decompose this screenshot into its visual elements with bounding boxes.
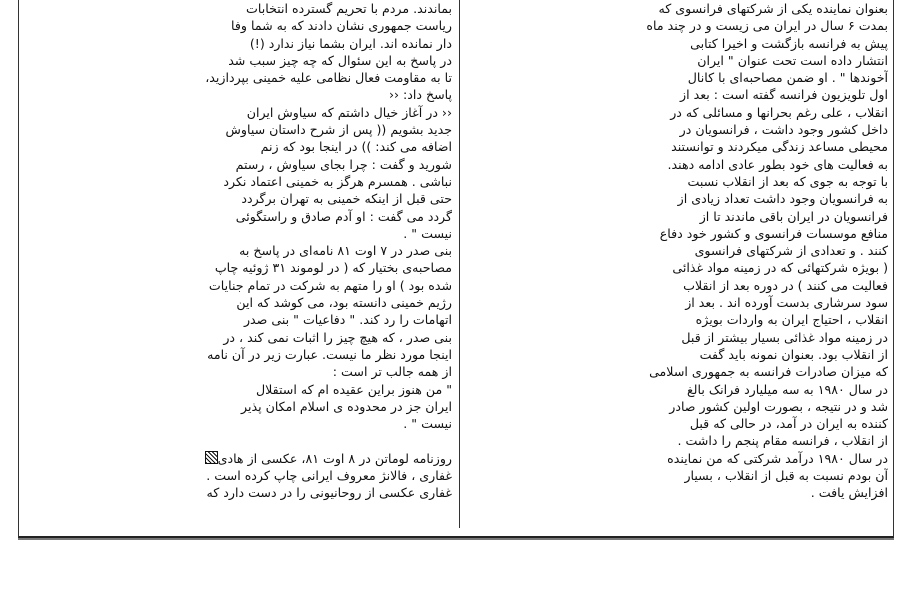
- left-column-line: ایران جز در محدوده ی اسلام امکان پذیر: [241, 398, 452, 414]
- left-column-line: [28, 432, 452, 449]
- left-column-line: گردد می گفت : او آدم صادق و راستگوئی: [235, 208, 452, 224]
- right-column-line: منافع موسسات فرانسوی و کشور خود دفاع: [659, 225, 888, 241]
- left-column-line: اتهامات را رد کند. " دفاعیات " بنی صدر: [243, 312, 452, 328]
- left-column: [28, 0, 452, 502]
- left-column-line: ریاست جمهوری نشان دادند که به شما وفا: [231, 18, 452, 34]
- right-column-line: در زمینه مواد غذائی بسیار بیشتر از قبل: [681, 329, 888, 345]
- right-column-line: شد و در نتیجه ، بصورت اولین کشور صادر: [669, 398, 888, 414]
- left-column-line: شده بود ) او را متهم به شرکت در تمام جنایات: [208, 277, 452, 293]
- right-column-line: از انقلاب بود. بعنوان نمونه باید گفت: [699, 346, 888, 362]
- left-column-line: غفاری ، فالانژ معروف ایرانی چاپ کرده است .: [206, 468, 452, 484]
- left-column-line: دار نمانده اند. ایران بشما نیاز ندارد (!): [249, 35, 452, 51]
- right-column-line: آن بودم نسبت به قبل از انقلاب ، بسیار: [684, 468, 888, 484]
- right-column-line: سود سرشاری بدست آورده اند . بعد از: [685, 295, 888, 311]
- left-column-line: ‹‹ در آغاز خیال داشتم که سیاوش ایران: [246, 104, 452, 120]
- right-column-line: به فرانسویان وجود داشت تعداد زیادی از: [677, 191, 888, 207]
- left-column-line-text: روزنامه لوماتن در ۸ اوت ۸۱، عکسی از هادی: [217, 450, 452, 466]
- right-column-line: فرانسویان در ایران باقی ماندند تا از: [699, 208, 888, 224]
- left-column-line: حتی قبل از اینکه خمینی به تهران برگردد: [241, 191, 452, 207]
- left-column-line: رژیم خمینی دانسته بود، می کوشد که این: [236, 295, 452, 311]
- right-column-line: در سال ۱۹۸۰ درآمد شرکتی که من نماینده: [667, 450, 888, 466]
- right-column-line: انقلاب ، احتیاج ایران به واردات بویژه: [695, 312, 888, 328]
- square-bullet-icon: [205, 451, 218, 464]
- left-column-line: نباشی . همسرم هرگز به خمینی اعتماد نکرد: [223, 173, 452, 189]
- right-column-line: که میزان صادرات فرانسه به جمهوری اسلامی: [649, 364, 888, 380]
- right-column-line: انقلاب ، علی رغم بحرانها و مسائلی که در: [670, 104, 888, 120]
- column-divider: [459, 0, 460, 528]
- right-column-line: پیش به فرانسه بازگشت و اخیرا کتابی: [690, 35, 888, 51]
- right-column-line: کنند . و تعدادی از شرکتهای فرانسوی: [694, 243, 888, 259]
- left-column-line: " من هنوز براین عقیده ام که استقلال: [255, 381, 452, 397]
- right-column: [470, 0, 888, 502]
- right-column-line: بمدت ۶ سال در ایران می زیست و در چند ماه: [646, 18, 888, 34]
- right-column-line: آخوندها " . او ضمن مصاحبه‌ای با کانال: [687, 70, 888, 86]
- right-column-line: در سال ۱۹۸۰ به سه میلیارد فرانک بالغ: [686, 381, 888, 397]
- right-column-line: اول تلویزیون فرانسه گفته است : بعد از: [680, 87, 888, 103]
- left-column-line: در پاسخ به این سئوال که چه چیز سبب شد: [228, 52, 452, 68]
- left-column-line: جدید بشویم (( پس از شرح داستان سیاوش: [225, 122, 452, 138]
- right-column-line: محیطی مساعد زندگی میکردند و توانستند: [671, 139, 888, 155]
- right-column-line: افزایش یافت .: [810, 485, 888, 501]
- left-column-line: نیست " .: [403, 225, 452, 241]
- left-column-line: از همه جالب تر است :: [332, 364, 452, 380]
- right-column-line: بعنوان نماینده یکی از شرکتهای فرانسوی که: [658, 1, 888, 16]
- left-column-line: تا به مقاومت فعال نظامی علیه خمینی بپردازید،: [205, 70, 452, 86]
- left-column-line: شورید و گفت : چرا بجای سیاوش ، رستم: [235, 156, 452, 172]
- left-column-line: بنی صدر ، که هیچ چیز را اثبات نمی کند ، در: [223, 329, 452, 345]
- right-column-line: کننده به ایران در آمد، در حالی که قبل: [689, 416, 888, 432]
- right-column-line: انتشار داده است تحت عنوان " ایران: [697, 52, 888, 68]
- right-column-line: فعالیت می کنند ) در دوره بعد از انقلاب: [683, 277, 888, 293]
- left-column-line: غفاری عکسی از روحانیونی را در دست دارد که: [206, 485, 452, 501]
- left-column-line: بماندند. مردم با تحریم گسترده انتخابات: [246, 1, 452, 16]
- left-column-line: اضافه می کند: )) در اینجا بود که زنم: [260, 139, 452, 155]
- left-column-line: [28, 450, 452, 467]
- right-column-line: با توجه به جوی که بعد از انقلاب نسبت: [687, 173, 888, 189]
- left-column-line: پاسخ داد: ‹‹: [388, 87, 452, 103]
- right-column-line: داخل کشور وجود داشت ، فرانسویان در: [679, 122, 888, 138]
- left-column-line: بنی صدر در ۷ اوت ۸۱ نامه‌ای در پاسخ به: [239, 243, 452, 259]
- left-column-line: مصاحبه‌ی بختیار که ( در لوموند ۳۱ ژوئیه چاپ: [214, 260, 452, 276]
- left-column-line: نیست " .: [403, 416, 452, 432]
- right-column-line: ( بویژه شرکتهائی که در زمینه مواد غذائی: [672, 260, 888, 276]
- right-column-line: به فعالیت های خود بطور عادی ادامه دهند.: [667, 156, 888, 172]
- left-column-line: اینجا مورد نظر ما نیست. عبارت زیر در آن نامه: [207, 346, 452, 362]
- right-column-line: از انقلاب ، فرانسه مقام پنجم را داشت .: [677, 433, 888, 449]
